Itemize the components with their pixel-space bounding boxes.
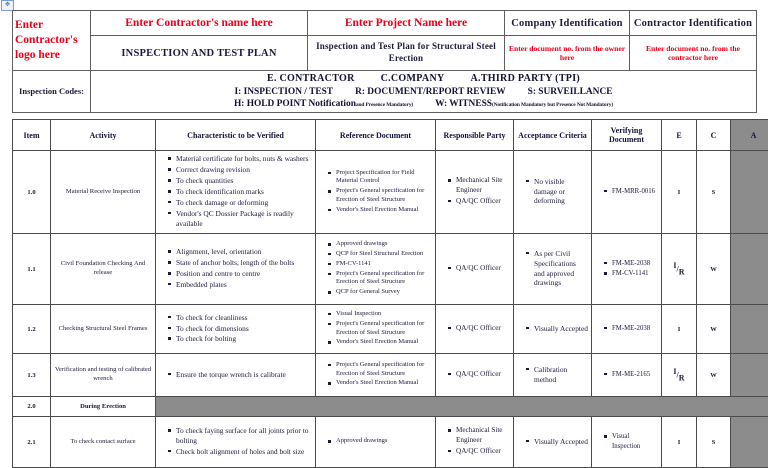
cell-characteristic — [156, 417, 316, 468]
list-item: QA/QC Officer — [448, 197, 510, 207]
cell-reference-document — [316, 305, 436, 354]
cell-responsible-party — [436, 354, 514, 397]
table-move-handle-icon[interactable]: ✥ — [1, 0, 14, 11]
contractor-name-cell[interactable]: Enter Contractor's name here — [91, 11, 308, 36]
cell-acceptance-criteria — [514, 234, 592, 305]
list-item: Ensure the torque wrench is calibrate — [168, 370, 312, 380]
list-item: FM-ME-2165 — [604, 370, 658, 379]
cell-code-a — [731, 151, 768, 234]
code-r-document-review: R: DOCUMENT/REPORT REVIEW — [355, 87, 506, 97]
cell-characteristic — [156, 151, 316, 234]
cell-section-shade — [156, 397, 768, 417]
code-h-note: and Presence Mandatory) — [356, 102, 413, 108]
cell-activity: Civil Foundation Checking And release — [51, 234, 156, 305]
cell-code-c: W — [697, 305, 731, 354]
contractor-identification-header: Contractor Identification — [630, 11, 757, 36]
owner-document-number-cell[interactable]: Enter document no. from the owner here — [505, 36, 630, 71]
list-item: No visible damage or deforming — [526, 177, 588, 207]
list-item: Embedded plates — [168, 280, 312, 290]
cell-activity: Checking Structural Steel Frames — [51, 305, 156, 354]
cell-acceptance-criteria — [514, 417, 592, 468]
list-item: Approved drawings — [328, 437, 432, 446]
list-item: Project Specification for Field Material Control — [328, 169, 432, 187]
list-item: QCP for Steel Structural Erection — [328, 250, 432, 259]
list-item: Correct drawing revision — [168, 165, 312, 175]
code-w-note: (Notification Mandatory but Presence Not Mandatory) — [492, 102, 613, 108]
col-header-e: E — [662, 120, 697, 151]
table-row — [13, 417, 768, 468]
cell-code-a — [731, 305, 768, 354]
cell-code-a — [731, 354, 768, 397]
cell-acceptance-criteria — [514, 354, 592, 397]
list-item: FM-CV-1141 — [604, 269, 658, 278]
document-header-table — [12, 10, 757, 113]
list-item: State of anchor bolts, length of the bolts — [168, 258, 312, 268]
list-item: To check faying surface for all joints prior to bolting — [168, 426, 312, 446]
cell-verifying-document — [592, 234, 662, 305]
cell-code-c: S — [697, 151, 731, 234]
list-item: QCP for General Survey — [328, 288, 432, 297]
code-s-surveillance: S: SURVEILLANCE — [528, 87, 613, 97]
contractor-document-number-cell[interactable]: Enter document no. from the contractor here — [630, 36, 757, 71]
cell-activity: Verification and testing of calibrated wrench — [51, 354, 156, 397]
list-item: Material certificate for bolts, nuts & washers — [168, 154, 312, 164]
cell-code-a — [731, 234, 768, 305]
cell-responsible-party — [436, 305, 514, 354]
list-item: To check for cleanliness — [168, 313, 312, 323]
document-subtitle: Inspection and Test Plan for Structural Steel Erection — [308, 36, 505, 71]
list-item: QA/QC Officer — [448, 447, 510, 457]
code-a-third-party: A.THIRD PARTY (TPI) — [471, 73, 581, 84]
code-w-witness: W: WITNESS — [435, 99, 492, 109]
inspection-codes-label: Inspection Codes: — [13, 71, 91, 113]
code-i-inspection: I: INSPECTION / TEST — [235, 87, 334, 97]
project-name-cell[interactable]: Enter Project Name here — [308, 11, 505, 36]
cell-item: 2.0 — [13, 397, 51, 417]
cell-verifying-document — [592, 354, 662, 397]
header-row-top — [13, 11, 757, 36]
list-item: Calibration method — [526, 365, 588, 385]
document-title: INSPECTION AND TEST PLAN — [91, 36, 308, 71]
cell-code-e: I — [662, 305, 697, 354]
cell-verifying-document — [592, 151, 662, 234]
list-item: Visually Accepted — [526, 437, 588, 447]
code-e-contractor: E. CONTRACTOR — [267, 73, 355, 84]
contractor-logo-cell[interactable]: Enter Contractor's logo here — [13, 11, 91, 71]
table-row — [13, 151, 768, 234]
inspection-codes-row — [13, 71, 757, 113]
table-row — [13, 305, 768, 354]
list-item: To check identification marks — [168, 187, 312, 197]
cell-item: 1.3 — [13, 354, 51, 397]
table-row — [13, 354, 768, 397]
cell-code-c: W — [697, 234, 731, 305]
col-header-reference-document: Reference Document — [316, 120, 436, 151]
list-item: FM-CV-1141 — [328, 260, 432, 269]
code-h-hold-point: H: HOLD POINT Notification — [234, 99, 356, 109]
cell-code-e: $^I/_R$ — [662, 354, 697, 397]
col-header-acceptance-criteria: Acceptance Criteria — [514, 120, 592, 151]
cell-code-e: I — [662, 417, 697, 468]
list-item: Position and centre to centre — [168, 269, 312, 279]
cell-acceptance-criteria — [514, 305, 592, 354]
list-item: Mechanical Site Engineer — [448, 176, 510, 195]
col-header-activity: Activity — [51, 120, 156, 151]
list-item: Project's General specification for Erection of Steel Structure — [328, 187, 432, 205]
list-item: FM-ME-2038 — [604, 324, 658, 333]
list-item: Check bolt alignment of holes and bolt size — [168, 447, 312, 457]
col-header-item: Item — [13, 120, 51, 151]
cell-verifying-document — [592, 305, 662, 354]
cell-code-e: I — [662, 151, 697, 234]
list-item: FM-ME-2038 — [604, 259, 658, 268]
cell-code-e: $^I/_R$ — [662, 234, 697, 305]
list-item: To check quantities — [168, 176, 312, 186]
cell-code-c: S — [697, 417, 731, 468]
inspection-codes-legend — [91, 71, 757, 113]
list-item: Vendor's Steel Erection Manual — [328, 338, 432, 347]
company-identification-header: Company Identification — [505, 11, 630, 36]
header-row-second — [13, 36, 757, 71]
cell-characteristic — [156, 305, 316, 354]
list-item: QA/QC Officer — [448, 324, 510, 334]
list-item: As per Civil Specifications and approved drawings — [526, 249, 588, 289]
cell-activity: Material Receive Inspection — [51, 151, 156, 234]
itp-table-body — [13, 151, 768, 468]
list-item: Mechanical Site Engineer — [448, 426, 510, 445]
cell-code-a — [731, 417, 768, 468]
cell-reference-document — [316, 417, 436, 468]
cell-reference-document — [316, 151, 436, 234]
list-item: Project's General specification for Erection of Steel Structure — [328, 320, 432, 338]
cell-acceptance-criteria — [514, 151, 592, 234]
cell-item: 1.1 — [13, 234, 51, 305]
col-header-a: A — [731, 120, 768, 151]
cell-responsible-party — [436, 234, 514, 305]
table-section-row — [13, 397, 768, 417]
list-item: To check damage or deforming — [168, 198, 312, 208]
list-item: QA/QC Officer — [448, 370, 510, 380]
cell-reference-document — [316, 234, 436, 305]
list-item: Project's General specification for Erection of Steel Structure — [328, 361, 432, 379]
cell-item: 2.1 — [13, 417, 51, 468]
code-c-company: C.COMPANY — [381, 73, 445, 84]
list-item: Visual Inspection — [604, 432, 658, 450]
list-item: Project's General specification for Erection of Steel Structure — [328, 270, 432, 288]
list-item: Visual Inspection — [328, 310, 432, 319]
list-item: Vendor's Steel Erection Manual — [328, 379, 432, 388]
list-item: Visually Accepted — [526, 324, 588, 334]
table-row — [13, 234, 768, 305]
list-item: Vendor's Steel Erection Manual — [328, 206, 432, 215]
cell-activity: To check contact surface — [51, 417, 156, 468]
list-item: Vendor's QC Dossier Package is readily available — [168, 209, 312, 229]
list-item: To check for dimensions — [168, 324, 312, 334]
cell-characteristic — [156, 354, 316, 397]
cell-reference-document — [316, 354, 436, 397]
cell-responsible-party — [436, 151, 514, 234]
cell-verifying-document — [592, 417, 662, 468]
cell-section-title: During Erection — [51, 397, 156, 417]
col-header-characteristic: Characteristic to be Verified — [156, 120, 316, 151]
cell-characteristic — [156, 234, 316, 305]
list-item: To check for bolting — [168, 334, 312, 344]
itp-main-table — [12, 119, 768, 468]
cell-item: 1.2 — [13, 305, 51, 354]
list-item: FM-MRR-0016 — [604, 187, 658, 196]
cell-responsible-party — [436, 417, 514, 468]
cell-code-c: W — [697, 354, 731, 397]
cell-item: 1.0 — [13, 151, 51, 234]
col-header-responsible-party: Responsible Party — [436, 120, 514, 151]
list-item: QA/QC Officer — [448, 264, 510, 274]
col-header-c: C — [697, 120, 731, 151]
list-item: Approved drawings — [328, 240, 432, 249]
list-item: Alignment, level, orientation — [168, 247, 312, 257]
table-header-row — [13, 120, 768, 151]
col-header-verifying-document: Verifying Document — [592, 120, 662, 151]
